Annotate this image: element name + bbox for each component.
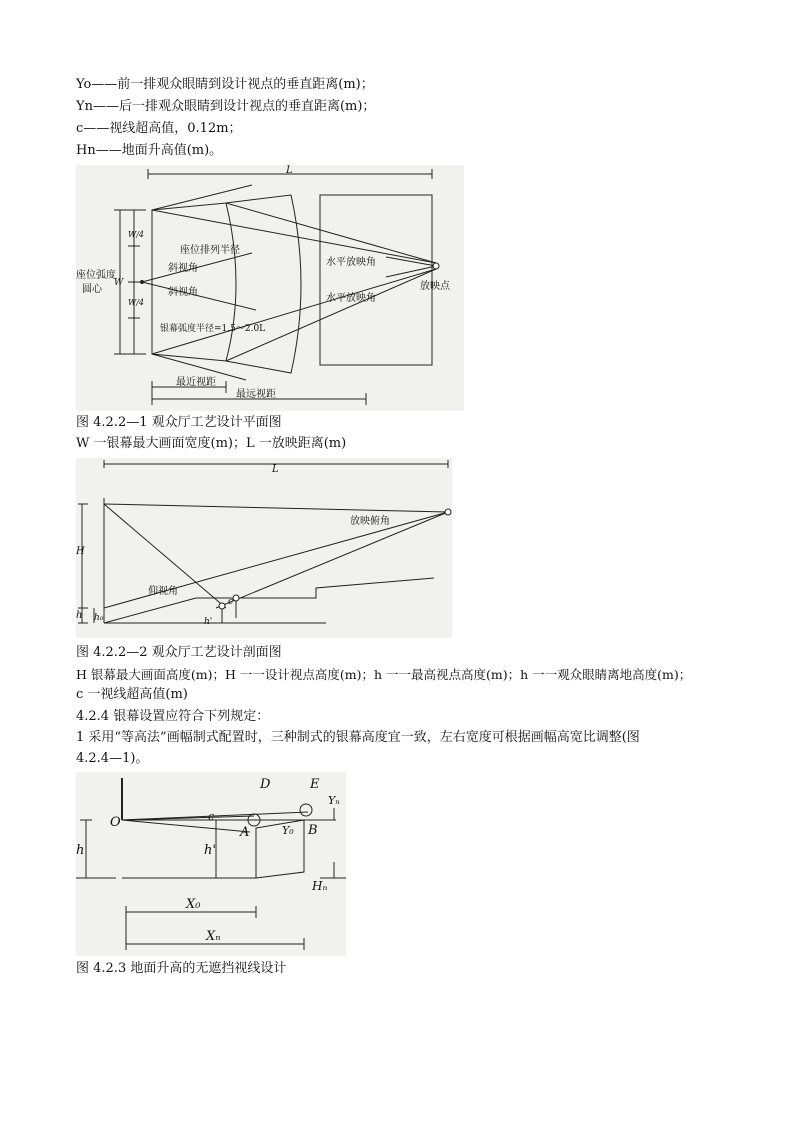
- sightline-diagram: [76, 772, 346, 956]
- arc-center-marker: [140, 280, 144, 284]
- plan-diagram: [76, 165, 464, 411]
- figure-section-view: [76, 458, 452, 638]
- label-E: E: [310, 777, 320, 792]
- label-Hn: Hₙ: [312, 879, 328, 893]
- label-section-c: c: [228, 597, 234, 607]
- projection-point-marker: [433, 263, 439, 269]
- label-projection-point: 放映点: [420, 281, 450, 292]
- label-W4-top: W/4: [128, 230, 145, 239]
- projection-box: [320, 195, 432, 365]
- figure2-note-line2: c 一视线超高值(m): [76, 687, 188, 702]
- label-fig3-h: h: [76, 843, 85, 858]
- label-Yo: Y₀: [282, 824, 294, 837]
- label-screen-radius: 银幕弧度半径=1.5～2.0L: [160, 324, 266, 334]
- label-oblique-1: 斜视角: [168, 263, 198, 274]
- label-h0: h₀: [94, 613, 104, 623]
- figure-plan-view: [76, 165, 464, 411]
- figure1-caption: 图 4.2.2—1 观众厅工艺设计平面图: [76, 415, 282, 430]
- label-Yn: Yₙ: [328, 794, 340, 807]
- label-W4-bottom: W/4: [128, 298, 145, 307]
- seating-area-inner: [152, 203, 236, 361]
- paragraph-1-line-a: 1 采用“等高法”画幅制式配置时，三种制式的银幕高度宜一致，左右宽度可根据画幅高宽比调整(图: [76, 730, 640, 745]
- label-B: B: [308, 823, 318, 838]
- label-oblique-2: 斜视角: [168, 287, 198, 298]
- figure-sightline-view: [76, 772, 346, 956]
- figure1-note: W 一银幕最大画面宽度(m)；L 一放映距离(m): [76, 436, 347, 451]
- definition-yn: Yn——后一排观众眼睛到设计视点的垂直距离(m)；: [76, 99, 376, 114]
- label-A: A: [240, 825, 250, 840]
- label-D: D: [260, 777, 271, 792]
- label-H: H: [76, 546, 85, 557]
- paragraph-1-line-b: 4.2.4—1)。: [76, 751, 149, 766]
- label-horizontal-angle-1: 水平放映角: [326, 257, 376, 268]
- label-fig3-hprime: h': [204, 843, 216, 858]
- label-projection-depression: 放映俯角: [350, 516, 390, 527]
- figure2-note-line1: H 银幕最大画面高度(m)；H 一一设计视点高度(m)；h 一一最高视点高度(m)；h 一一观众眼睛离地高度(m)；: [76, 667, 692, 682]
- label-Xo: X₀: [186, 897, 201, 912]
- label-elevation-angle: 仰视角: [148, 586, 178, 597]
- label-farthest-distance: 最远视距: [236, 389, 276, 400]
- definition-hn: Hn——地面升高值(m)。: [76, 143, 223, 158]
- label-L: L: [286, 165, 293, 176]
- label-W: W: [114, 278, 124, 288]
- viewer-eye-B: [300, 804, 312, 816]
- label-c: c: [208, 810, 215, 823]
- label-section-L: L: [272, 464, 279, 475]
- section-4-2-4-heading: 4.2.4 银幕设置应符合下列规定：: [76, 709, 270, 724]
- label-O: O: [110, 815, 121, 830]
- label-h: h: [76, 610, 83, 621]
- label-horizontal-angle-2: 水平放映角: [326, 293, 376, 304]
- label-seat-radius: 座位排列半径: [180, 245, 240, 256]
- figure2-caption: 图 4.2.2—2 观众厅工艺设计剖面图: [76, 645, 282, 660]
- label-arc-center-1: 座位弧度: [76, 270, 116, 281]
- label-arc-center-2: 圆心: [82, 284, 102, 295]
- definition-yo: Yo——前一排观众眼睛到设计视点的垂直距离(m)；: [76, 77, 374, 92]
- section-diagram: [76, 458, 452, 638]
- label-nearest-distance: 最近视距: [176, 377, 216, 388]
- label-Xn: Xₙ: [206, 929, 221, 944]
- definition-c: c——视线超高值，0.12m；: [76, 121, 242, 136]
- figure3-caption: 图 4.2.3 地面升高的无遮挡视线设计: [76, 961, 287, 976]
- label-hprime: h': [204, 617, 213, 627]
